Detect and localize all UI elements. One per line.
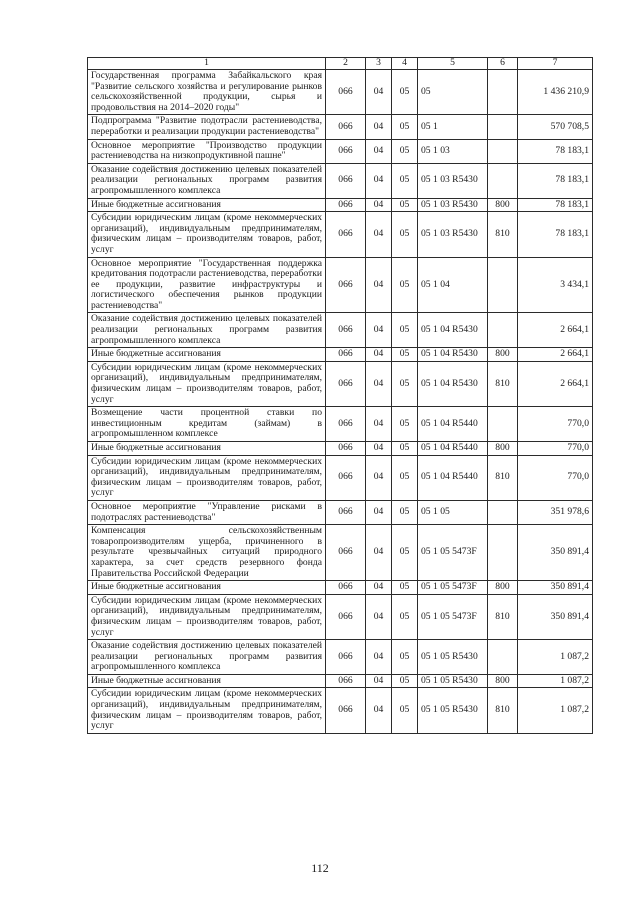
cell-name: Субсидии юридическим лицам (кроме некоммерческих организаций), индивидуальным предпринимателям, физическим лицам – производителям товаров, работ, услуг (88, 361, 326, 406)
cell-subsection-code: 05 (392, 257, 418, 313)
cell-grbs-code: 066 (326, 688, 366, 733)
cell-grbs-code: 066 (326, 212, 366, 257)
cell-name: Государственная программа Забайкальского края "Развитие сельского хозяйства и регулирование рынков сельскохозяйственной продукции, сырья и продовольствия на 2014–2020 годы" (88, 70, 326, 115)
cell-target-article: 05 1 05 5473F (418, 581, 488, 595)
cell-section-code: 04 (366, 594, 392, 639)
cell-expense-type (488, 257, 518, 313)
cell-subsection-code: 05 (392, 313, 418, 348)
cell-name: Субсидии юридическим лицам (кроме некоммерческих организаций), индивидуальным предпринимателям, физическим лицам – производителям товаров, работ, услуг (88, 212, 326, 257)
cell-expense-type (488, 139, 518, 163)
cell-section-code: 04 (366, 348, 392, 362)
header-col-1: 1 (88, 58, 326, 70)
cell-name: Основное мероприятие "Государственная поддержка кредитования подотрасли растениеводства, переработки ее продукции, развитие инфраструктуры и логистического обеспечения рынков продукции растениеводства" (88, 257, 326, 313)
cell-name: Иные бюджетные ассигнования (88, 442, 326, 456)
cell-grbs-code: 066 (326, 139, 366, 163)
table-row (88, 212, 593, 257)
cell-name: Субсидии юридическим лицам (кроме некоммерческих организаций), индивидуальным предпринимателям, физическим лицам – производителям товаров, работ, услуг (88, 455, 326, 500)
cell-name: Оказание содействия достижению целевых показателей реализации региональных программ развития агропромышленного комплекса (88, 313, 326, 348)
cell-subsection-code: 05 (392, 594, 418, 639)
cell-subsection-code: 05 (392, 674, 418, 688)
cell-grbs-code: 066 (326, 442, 366, 456)
cell-name: Возмещение части процентной ставки по инвестиционным кредитам (займам) в агропромышленном комплексе (88, 407, 326, 442)
cell-target-article: 05 1 05 5473F (418, 594, 488, 639)
cell-amount: 350 891,4 (518, 581, 593, 595)
cell-amount: 770,0 (518, 455, 593, 500)
cell-expense-type: 800 (488, 442, 518, 456)
table-row (88, 139, 593, 163)
cell-expense-type: 810 (488, 594, 518, 639)
cell-subsection-code: 05 (392, 70, 418, 115)
cell-grbs-code: 066 (326, 674, 366, 688)
cell-target-article: 05 1 05 R5430 (418, 688, 488, 733)
cell-expense-type: 800 (488, 581, 518, 595)
cell-grbs-code: 066 (326, 313, 366, 348)
header-col-5: 5 (418, 58, 488, 70)
cell-section-code: 04 (366, 455, 392, 500)
header-col-3: 3 (366, 58, 392, 70)
cell-grbs-code: 066 (326, 594, 366, 639)
cell-amount: 1 087,2 (518, 640, 593, 675)
cell-subsection-code: 05 (392, 455, 418, 500)
cell-grbs-code: 066 (326, 163, 366, 198)
cell-amount: 1 436 210,9 (518, 70, 593, 115)
cell-amount: 1 087,2 (518, 688, 593, 733)
header-row (88, 58, 593, 70)
cell-amount: 78 183,1 (518, 139, 593, 163)
header-col-2: 2 (326, 58, 366, 70)
cell-section-code: 04 (366, 198, 392, 212)
cell-amount: 3 434,1 (518, 257, 593, 313)
cell-target-article: 05 1 03 R5430 (418, 198, 488, 212)
cell-expense-type (488, 163, 518, 198)
cell-amount: 350 891,4 (518, 525, 593, 581)
cell-subsection-code: 05 (392, 361, 418, 406)
cell-amount: 78 183,1 (518, 198, 593, 212)
cell-target-article: 05 1 04 R5430 (418, 348, 488, 362)
cell-name: Компенсация сельскохозяйственным товаропроизводителям ущерба, причиненного в результате чрезвычайных ситуаций природного характера, за счет средств резервного фонда Правительства Российской Федерации (88, 525, 326, 581)
header-col-6: 6 (488, 58, 518, 70)
cell-expense-type: 810 (488, 361, 518, 406)
table-row (88, 115, 593, 139)
cell-expense-type: 800 (488, 674, 518, 688)
cell-subsection-code: 05 (392, 640, 418, 675)
cell-subsection-code: 05 (392, 348, 418, 362)
cell-target-article: 05 1 04 R5440 (418, 455, 488, 500)
table-row (88, 407, 593, 442)
table-row (88, 455, 593, 500)
cell-subsection-code: 05 (392, 212, 418, 257)
header-col-4: 4 (392, 58, 418, 70)
cell-section-code: 04 (366, 212, 392, 257)
cell-grbs-code: 066 (326, 257, 366, 313)
cell-section-code: 04 (366, 500, 392, 524)
table-row (88, 313, 593, 348)
cell-subsection-code: 05 (392, 139, 418, 163)
cell-subsection-code: 05 (392, 500, 418, 524)
cell-grbs-code: 066 (326, 70, 366, 115)
cell-expense-type (488, 115, 518, 139)
cell-name: Оказание содействия достижению целевых показателей реализации региональных программ развития агропромышленного комплекса (88, 640, 326, 675)
cell-section-code: 04 (366, 139, 392, 163)
cell-target-article: 05 1 04 R5440 (418, 442, 488, 456)
cell-amount: 2 664,1 (518, 361, 593, 406)
budget-table (87, 57, 593, 734)
cell-section-code: 04 (366, 361, 392, 406)
table-row (88, 594, 593, 639)
cell-section-code: 04 (366, 674, 392, 688)
cell-amount: 351 978,6 (518, 500, 593, 524)
table-row (88, 348, 593, 362)
cell-expense-type: 810 (488, 688, 518, 733)
cell-amount: 2 664,1 (518, 313, 593, 348)
cell-expense-type (488, 525, 518, 581)
cell-name: Иные бюджетные ассигнования (88, 198, 326, 212)
cell-grbs-code: 066 (326, 455, 366, 500)
table-row (88, 500, 593, 524)
cell-grbs-code: 066 (326, 581, 366, 595)
cell-expense-type (488, 313, 518, 348)
cell-expense-type: 800 (488, 348, 518, 362)
table-row (88, 525, 593, 581)
table-row (88, 257, 593, 313)
cell-subsection-code: 05 (392, 198, 418, 212)
cell-subsection-code: 05 (392, 163, 418, 198)
cell-amount: 78 183,1 (518, 212, 593, 257)
cell-grbs-code: 066 (326, 115, 366, 139)
table-row (88, 361, 593, 406)
cell-target-article: 05 1 (418, 115, 488, 139)
cell-section-code: 04 (366, 640, 392, 675)
cell-target-article: 05 1 03 R5430 (418, 163, 488, 198)
cell-grbs-code: 066 (326, 361, 366, 406)
cell-section-code: 04 (366, 70, 392, 115)
cell-target-article: 05 1 03 (418, 139, 488, 163)
cell-grbs-code: 066 (326, 500, 366, 524)
cell-section-code: 04 (366, 581, 392, 595)
cell-amount: 1 087,2 (518, 674, 593, 688)
cell-grbs-code: 066 (326, 525, 366, 581)
cell-grbs-code: 066 (326, 407, 366, 442)
cell-subsection-code: 05 (392, 581, 418, 595)
cell-target-article: 05 1 05 5473F (418, 525, 488, 581)
cell-name: Субсидии юридическим лицам (кроме некоммерческих организаций), индивидуальным предпринимателям, физическим лицам – производителям товаров, работ, услуг (88, 594, 326, 639)
cell-section-code: 04 (366, 115, 392, 139)
cell-section-code: 04 (366, 525, 392, 581)
cell-target-article: 05 1 03 R5430 (418, 212, 488, 257)
cell-name: Основное мероприятие "Производство продукции растениеводства на низкопродуктивной пашне" (88, 139, 326, 163)
cell-grbs-code: 066 (326, 640, 366, 675)
table-row (88, 163, 593, 198)
cell-section-code: 04 (366, 163, 392, 198)
cell-subsection-code: 05 (392, 442, 418, 456)
cell-target-article: 05 1 05 R5430 (418, 674, 488, 688)
table-row (88, 581, 593, 595)
cell-subsection-code: 05 (392, 525, 418, 581)
cell-subsection-code: 05 (392, 407, 418, 442)
table-row (88, 198, 593, 212)
table-row (88, 688, 593, 733)
cell-section-code: 04 (366, 688, 392, 733)
cell-expense-type: 810 (488, 212, 518, 257)
cell-name: Иные бюджетные ассигнования (88, 348, 326, 362)
cell-target-article: 05 1 04 R5430 (418, 361, 488, 406)
header-col-7: 7 (518, 58, 593, 70)
cell-target-article: 05 1 04 R5440 (418, 407, 488, 442)
table-row (88, 674, 593, 688)
page-number: 112 (311, 861, 329, 875)
cell-name: Подпрограмма "Развитие подотрасли растениеводства, переработки и реализации продукции растениеводства" (88, 115, 326, 139)
cell-name: Оказание содействия достижению целевых показателей реализации региональных программ развития агропромышленного комплекса (88, 163, 326, 198)
table-row (88, 442, 593, 456)
cell-target-article: 05 (418, 70, 488, 115)
cell-amount: 570 708,5 (518, 115, 593, 139)
cell-name: Иные бюджетные ассигнования (88, 674, 326, 688)
cell-expense-type (488, 640, 518, 675)
cell-amount: 2 664,1 (518, 348, 593, 362)
cell-expense-type (488, 70, 518, 115)
cell-name: Иные бюджетные ассигнования (88, 581, 326, 595)
cell-amount: 770,0 (518, 442, 593, 456)
cell-target-article: 05 1 04 R5430 (418, 313, 488, 348)
cell-target-article: 05 1 04 (418, 257, 488, 313)
cell-section-code: 04 (366, 313, 392, 348)
cell-expense-type: 810 (488, 455, 518, 500)
cell-section-code: 04 (366, 442, 392, 456)
cell-grbs-code: 066 (326, 348, 366, 362)
cell-name: Субсидии юридическим лицам (кроме некоммерческих организаций), индивидуальным предпринимателям, физическим лицам – производителям товаров, работ, услуг (88, 688, 326, 733)
cell-expense-type: 800 (488, 198, 518, 212)
cell-target-article: 05 1 05 R5430 (418, 640, 488, 675)
cell-subsection-code: 05 (392, 688, 418, 733)
cell-amount: 350 891,4 (518, 594, 593, 639)
cell-expense-type (488, 500, 518, 524)
cell-expense-type (488, 407, 518, 442)
cell-section-code: 04 (366, 407, 392, 442)
document-sheet (87, 57, 592, 734)
cell-name: Основное мероприятие "Управление рисками в подотраслях растениеводства" (88, 500, 326, 524)
cell-amount: 78 183,1 (518, 163, 593, 198)
cell-amount: 770,0 (518, 407, 593, 442)
cell-grbs-code: 066 (326, 198, 366, 212)
cell-subsection-code: 05 (392, 115, 418, 139)
table-row (88, 70, 593, 115)
cell-target-article: 05 1 05 (418, 500, 488, 524)
cell-section-code: 04 (366, 257, 392, 313)
table-row (88, 640, 593, 675)
